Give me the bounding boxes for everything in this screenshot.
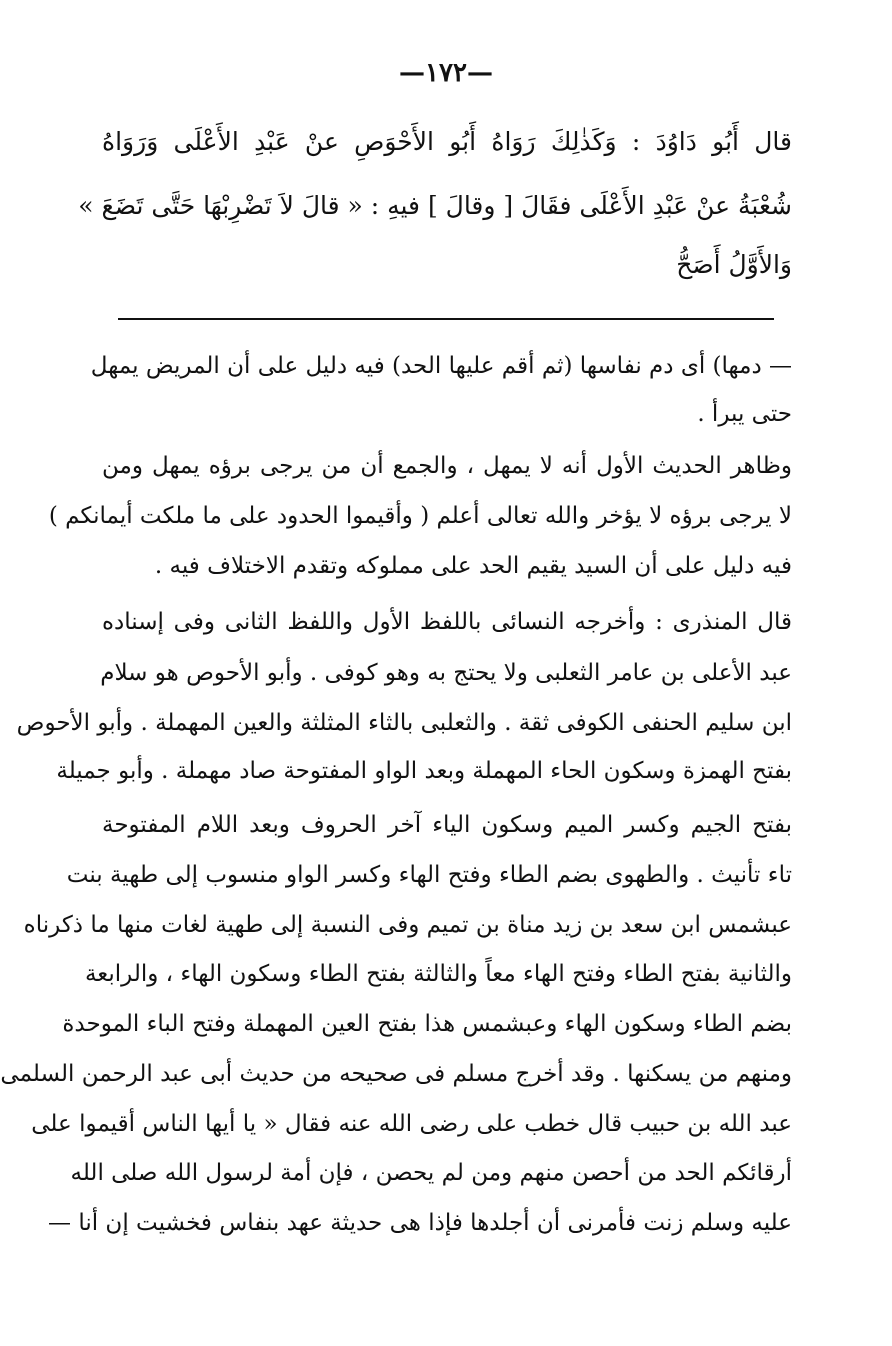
commentary-line: قال المنذرى : وأخرجه النسائى باللفظ الأول واللفظ الثانى وفى إسناده — [102, 609, 792, 635]
footnote-divider — [118, 318, 774, 320]
commentary-line: والثانية بفتح الطاء وفتح الهاء معاً والثالثة بفتح الطاء وسكون الهاء ، والرابعة — [84, 961, 792, 987]
commentary-line: فيه دليل على أن السيد يقيم الحد على مملوكه وتقدم الاختلاف فيه . — [154, 553, 792, 579]
commentary-line: عليه وسلم زنت فأمرنى أن أجلدها فإذا هى حديثة عهد بنفاس فخشيت إن أنا — — [48, 1210, 792, 1236]
hadith-line: شُعْبَةُ عنْ عَبْدِ الأَعْلَى فقَالَ [ وقالَ ] فيهِ : « قالَ لاَ تَضْرِبْهَا حَتَّى تَضَعَ » — [78, 191, 792, 220]
commentary-line: بفتح الجيم وكسر الميم وسكون الياء آخر الحروف وبعد اللام المفتوحة — [102, 812, 792, 838]
commentary-line: وظاهر الحديث الأول أنه لا يمهل ، والجمع أن من يرجى برؤه يمهل ومن — [102, 453, 792, 479]
hadith-line: قال أَبُو دَاوُدَ : وَكَذٰلِكَ رَوَاهُ أَبُو الأَحْوَصِ عنْ عَبْدِ الأَعْلَى وَرَوَاهُ — [102, 127, 792, 156]
commentary-line: أرقائكم الحد من أحصن منهم ومن لم يحصن ، فإن أمة لرسول الله صلى الله — [70, 1160, 792, 1186]
commentary-line: بضم الطاء وسكون الهاء وعبشمس هذا بفتح العين المهملة وفتح الباء الموحدة — [62, 1011, 792, 1037]
commentary-line: ابن سليم الحنفى الكوفى ثقة . والثعلبى بالثاء المثلثة والعين المهملة . وأبو الأحوص — [16, 710, 792, 736]
commentary-line: تاء تأنيث . والطهوى بضم الطاء وفتح الهاء وكسر الواو منسوب إلى طهية بنت — [66, 862, 792, 888]
commentary-line: لا يرجى برؤه لا يؤخر والله تعالى أعلم ( وأقيموا الحدود على ما ملكت أيمانكم ) — [48, 503, 792, 529]
commentary-line: عبد الأعلى بن عامر الثعلبى ولا يحتج به وهو كوفى . وأبو الأحوص هو سلام — [100, 660, 792, 686]
commentary-line: ومنهم من يسكنها . وقد أخرج مسلم فى صحيحه من حديث أبى عبد الرحمن السلمى — [0, 1061, 792, 1087]
commentary-line: حتى يبرأ . — [697, 401, 792, 427]
commentary-line: عبشمس ابن سعد بن زيد مناة بن تميم وفى النسبة إلى طهية لغات منها ما ذكرناه — [23, 912, 792, 938]
commentary-line: بفتح الهمزة وسكون الحاء المهملة وبعد الواو المفتوحة صاد مهملة . وأبو جميلة — [56, 758, 792, 784]
commentary-line: عبد الله بن حبيب قال خطب على رضى الله عنه فقال « يا أيها الناس أقيموا على — [31, 1111, 792, 1137]
page-number: —١٧٢— — [399, 58, 493, 88]
hadith-line: وَالأَوَّلُ أَصَحُّ — [676, 250, 792, 279]
commentary-line: — دمها) أى دم نفاسها (ثم أقم عليها الحد) فيه دليل على أن المريض يمهل — [90, 353, 792, 379]
